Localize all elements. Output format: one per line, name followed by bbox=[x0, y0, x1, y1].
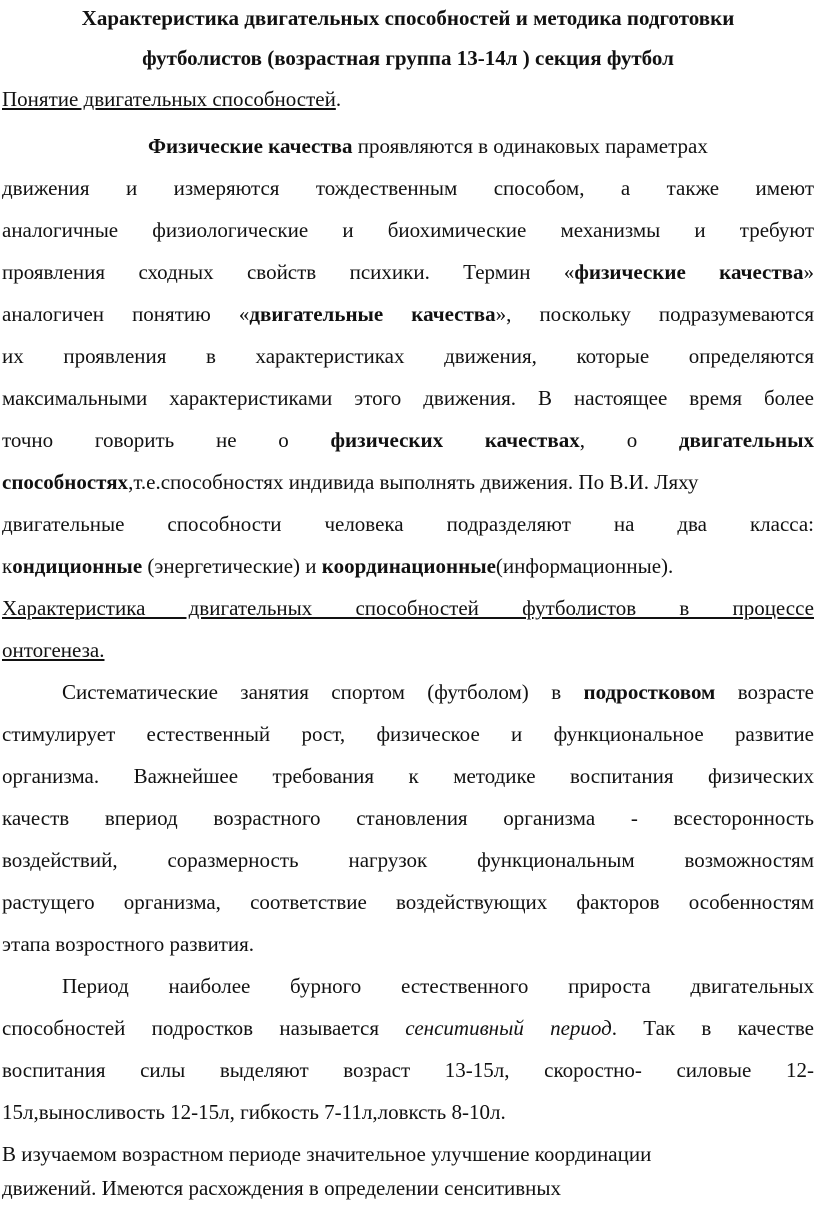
section-heading-motor-abilities bbox=[2, 86, 816, 112]
p4-line-2: движений. Имеются расхождения в определении сенситивных bbox=[2, 1176, 561, 1200]
p2-line-3: организма. Важнейшее требования к методике воспитания физических bbox=[2, 764, 814, 788]
p1-line-8 bbox=[2, 427, 814, 453]
p3-line-1: Период наиболее бурного естественного прироста двигательных bbox=[62, 974, 814, 998]
p2-line-5: воздействий, соразмерность нагрузок функциональным возможностям bbox=[2, 848, 814, 872]
p1-line-9 bbox=[2, 469, 814, 495]
section-heading-dot: . bbox=[335, 87, 342, 111]
p2-line-7: этапа возростного развития. bbox=[2, 932, 255, 956]
p2-line-6: растущего организма, соответствие воздействующих факторов особенностям bbox=[2, 890, 814, 914]
p1-line-9-text: ,т.е.способностях индивида выполнять движения. По В.И. Ляху bbox=[128, 470, 699, 494]
p1-line-6: их проявления в характеристиках движения, которые определяются bbox=[2, 344, 814, 368]
section-heading-text: Понятие двигательных способностей bbox=[2, 87, 336, 111]
p2-line-1-text-b: возрасте bbox=[715, 680, 814, 704]
document-title-line-1: Характеристика двигательных способностей и методика подготовки bbox=[81, 6, 735, 30]
p2-line-1-text-a: Систематические занятия спортом (футболом) в bbox=[62, 680, 584, 704]
p4-line-1: В изучаемом возрастном периоде значительное улучшение координации bbox=[2, 1142, 652, 1166]
p1-line-5-text-b: », поскольку подразумеваются bbox=[495, 302, 814, 326]
p1-line-10: двигательные способности человека подразделяют на два класса: bbox=[2, 512, 814, 536]
p2-line-4: качеств впериод возрастного становления организма - всесторонность bbox=[2, 806, 814, 830]
p1-line-3: аналогичные физиологические и биохимические механизмы и требуют bbox=[2, 218, 814, 242]
p1-line-11-text-b: (энергетические) и bbox=[142, 554, 322, 578]
p1-line-1-text: проявляются в одинаковых параметрах bbox=[352, 134, 708, 158]
p1-term-physical-qualities-2: физические качества bbox=[574, 260, 804, 284]
p3-line-3: воспитания силы выделяют возраст 13-15л, скоростно- силовые 12- bbox=[2, 1058, 814, 1082]
p1-term-physical-qualities-3: физических качествах bbox=[330, 428, 580, 452]
p1-line-1 bbox=[148, 133, 814, 159]
p3-line-2 bbox=[2, 1015, 814, 1041]
section-heading-ontogenesis-line-1: Характеристика двигательных способностей футболистов в процессе bbox=[2, 596, 814, 620]
p2-term-adolescent: подростковом bbox=[583, 680, 716, 704]
p1-term-abilities: способностях bbox=[2, 470, 129, 494]
p1-line-7: максимальными характеристиками этого движения. В настоящее время более bbox=[2, 386, 814, 410]
p1-line-8-text-b: , о bbox=[579, 428, 679, 452]
p1-line-11 bbox=[2, 553, 814, 579]
document-title-line-2: футболистов (возрастная группа 13-14л ) секция футбол bbox=[142, 46, 674, 70]
p3-line-4: 15л,выносливость 12-15л, гибкость 7-11л,ловксть 8-10л. bbox=[2, 1100, 506, 1124]
p1-term-coordination: координационные bbox=[321, 554, 496, 578]
p3-line-2-text-a: способностей подростков называется bbox=[2, 1016, 406, 1040]
p3-term-sensitive-period: сенситивный период bbox=[405, 1016, 612, 1040]
p1-line-5-text-a: аналогичен понятию « bbox=[2, 302, 250, 326]
p1-line-8-text-a: точно говорить не о bbox=[2, 428, 331, 452]
p2-line-1 bbox=[62, 679, 814, 705]
p1-line-11-text-c: (информационные). bbox=[495, 554, 674, 578]
p1-line-5 bbox=[2, 301, 814, 327]
p2-line-2: стимулирует естественный рост, физическое и функциональное развитие bbox=[2, 722, 814, 746]
p1-term-motor-qualities: двигательные качества bbox=[249, 302, 496, 326]
p1-line-4-quote: » bbox=[803, 260, 814, 284]
p1-term-motor: двигательных bbox=[678, 428, 814, 452]
p1-term-physical-qualities: Физические качества bbox=[148, 134, 353, 158]
p1-term-conditional: ондиционные bbox=[12, 554, 143, 578]
p1-line-11-text-a: к bbox=[2, 554, 13, 578]
p1-line-4 bbox=[2, 259, 814, 285]
section-heading-ontogenesis-line-2: онтогенеза. bbox=[2, 638, 105, 662]
p3-line-2-text-b: . Так в качестве bbox=[611, 1016, 814, 1040]
p1-line-4-text: проявления сходных свойств психики. Термин « bbox=[2, 260, 575, 284]
p1-line-2: движения и измеряются тождественным способом, а также имеют bbox=[2, 176, 814, 200]
